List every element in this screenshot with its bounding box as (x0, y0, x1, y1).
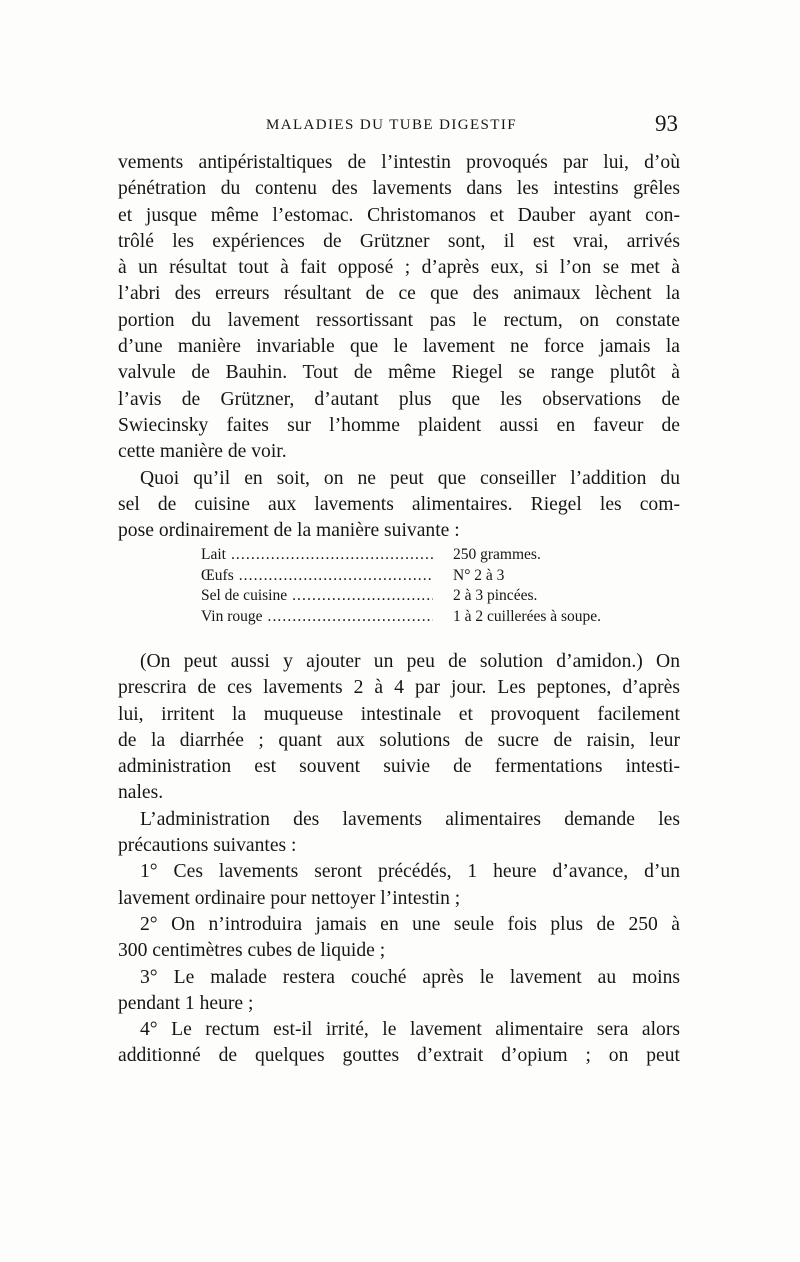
body-text-upper (118, 150, 680, 544)
text-line: vements antipéristaltiques de l’intestin provoqués par lui, d’où (118, 152, 680, 173)
text-line: Swiecinsky faites sur l’homme plaident aussi en faveur de (118, 414, 680, 436)
text-line: d’une manière invariable que le lavement ne force jamais la (118, 336, 680, 358)
running-title: MALADIES DU TUBE DIGESTIF (266, 117, 517, 133)
text-line: 1° Ces lavements seront précédés, 1 heure d’avance, d’un (140, 861, 680, 883)
recipe-ingredient: Sel de cuisine ..... (201, 586, 433, 607)
text-line: et jusque même l’estomac. Christomanos et Dauber ayant con- (118, 204, 680, 226)
page-number: 93 (655, 111, 678, 136)
text-line: 4° Le rectum est-il irrité, le lavement alimentaire sera alors (140, 1019, 680, 1041)
text-line: administration est souvent suivie de fermentations intesti- (118, 756, 680, 778)
recipe-quantity: 2 à 3 pincées. (453, 587, 538, 604)
text-line: précautions suivantes : (118, 835, 297, 857)
recipe-row (201, 545, 661, 566)
text-line: additionné de quelques gouttes d’extrait d’opium ; on peut (118, 1045, 680, 1067)
text-line: 300 centimètres cubes de liquide ; (118, 940, 386, 962)
text-line: pose ordinairement de la manière suivante : (118, 520, 460, 542)
text-line: portion du lavement ressortissant pas le rectum, on constate (118, 309, 680, 331)
page-header (118, 111, 680, 141)
recipe-ingredient: Vin rouge ..... (201, 607, 433, 628)
text-line: l’avis de Grützner, d’autant plus que les observations de (118, 388, 680, 410)
text-line: lavement ordinaire pour nettoyer l’intestin ; (118, 887, 461, 909)
text-line: 3° Le malade restera couché après le lavement au moins (140, 966, 680, 988)
recipe-row (201, 607, 661, 628)
body-text-lower (118, 649, 680, 1070)
text-line: 2° On n’introduira jamais en une seule fois plus de 250 à (140, 913, 680, 935)
text-line: de la diarrhée ; quant aux solutions de sucre de raisin, leur (118, 729, 680, 751)
text-line: lui, irritent la muqueuse intestinale et provoquent facilement (118, 703, 680, 725)
text-line: prescrira de ces lavements 2 à 4 par jour. Les peptones, d’après (118, 677, 680, 699)
text-line: sel de cuisine aux lavements alimentaires. Riegel les com- (118, 493, 680, 515)
text-line: valvule de Bauhin. Tout de même Riegel se range plutôt à (118, 362, 680, 384)
recipe-quantity: 1 à 2 cuillerées à soupe. (453, 607, 602, 625)
recipe-ingredient: Lait ..... (201, 545, 433, 566)
recipe-quantity: N° 2 à 3 (453, 566, 505, 584)
text-line: (On peut aussi y ajouter un peu de solution d’amidon.) On (140, 651, 680, 672)
text-line: trôlé les expériences de Grützner sont, il est vrai, arrivés (118, 230, 680, 252)
text-line: pendant 1 heure ; (118, 992, 254, 1014)
text-line: cette manière de voir. (118, 441, 287, 463)
text-line: pénétration du contenu des lavements dans les intestins grêles (118, 178, 680, 200)
recipe-ingredient: Œufs ..... (201, 566, 433, 587)
recipe-row (201, 586, 661, 607)
recipe-quantity: 250 grammes. (453, 546, 541, 563)
text-line: à un résultat tout à fait opposé ; d’après eux, si l’on se met à (118, 257, 680, 279)
recipe-table (201, 545, 661, 627)
text-line: Quoi qu’il en soit, on ne peut que conseiller l’addition du (140, 467, 680, 489)
text-line: l’abri des erreurs résultant de ce que des animaux lèchent la (118, 283, 680, 305)
recipe-row (201, 566, 661, 587)
text-line: nales. (118, 782, 164, 804)
text-line: L’administration des lavements alimentaires demande les (140, 808, 680, 830)
